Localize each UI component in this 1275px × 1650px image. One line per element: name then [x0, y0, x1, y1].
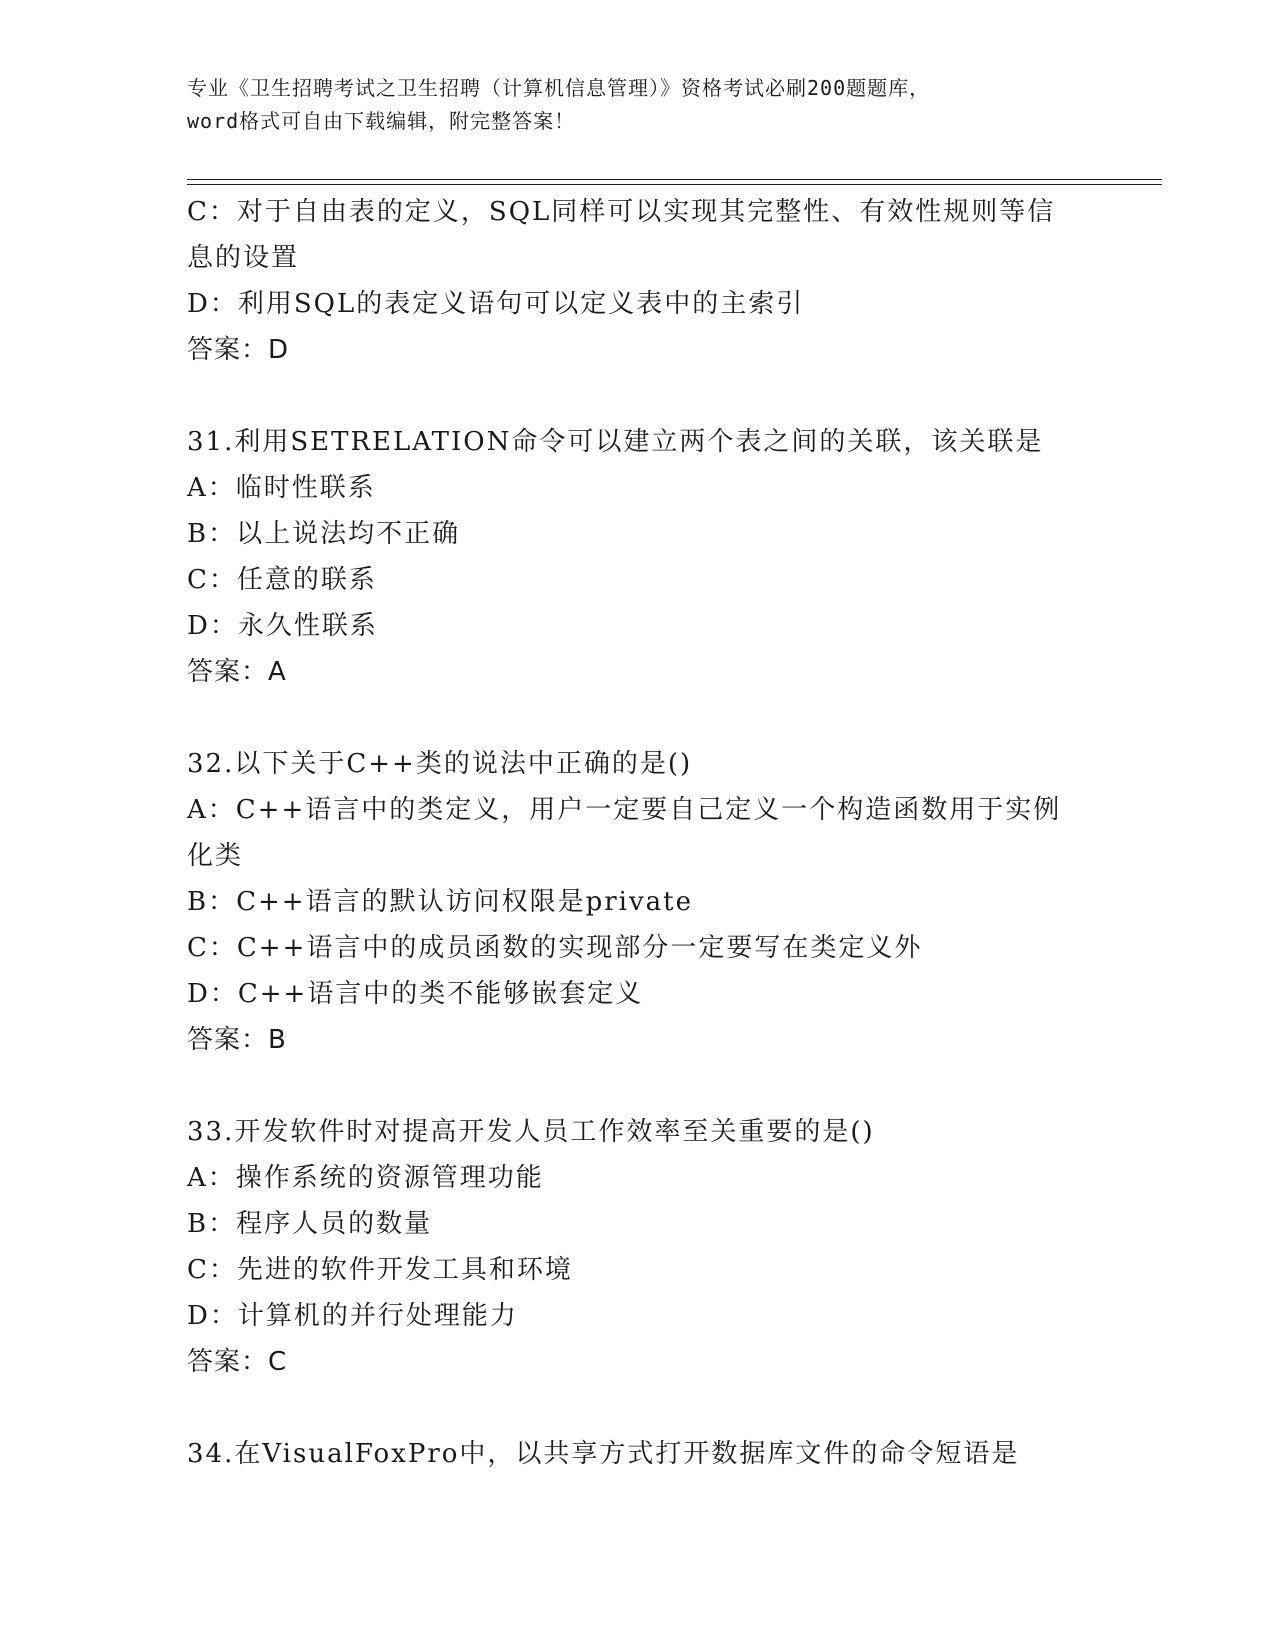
option-d: D：计算机的并行处理能力 [187, 1301, 518, 1331]
answer-line: 答案：A [187, 657, 287, 687]
header-line-2: word格式可自由下载编辑，附完整答案！ [187, 109, 576, 133]
option-c: C：先进的软件开发工具和环境 [187, 1255, 573, 1285]
option-c-continuation: 息的设置 [187, 243, 300, 273]
option-a-continuation: 化类 [187, 841, 244, 871]
document-header [187, 72, 1087, 138]
option-b: B：以上说法均不正确 [187, 519, 461, 549]
header-divider-bottom [187, 184, 1162, 185]
header-divider-top [187, 179, 1162, 180]
option-d: D：永久性联系 [187, 611, 378, 641]
option-c: C：C++语言中的成员函数的实现部分一定要写在类定义外 [187, 933, 923, 963]
option-a: A：操作系统的资源管理功能 [187, 1163, 544, 1193]
option-a: A：临时性联系 [187, 473, 376, 503]
question-stem: 31.利用SETRELATION命令可以建立两个表之间的关联，该关联是 [187, 427, 1044, 457]
option-b: B：程序人员的数量 [187, 1209, 433, 1239]
answer-line: 答案：D [187, 335, 290, 365]
question-stem: 34.在VisualFoxPro中，以共享方式打开数据库文件的命令短语是 [187, 1439, 1020, 1469]
option-b: B：C++语言的默认访问权限是private [187, 887, 693, 917]
option-c: C：任意的联系 [187, 565, 377, 595]
question-list [187, 189, 1087, 1477]
answer-line: 答案：C [187, 1347, 288, 1377]
answer-line: 答案：B [187, 1025, 287, 1055]
question-stem: 32.以下关于C++类的说法中正确的是() [187, 749, 693, 779]
option-d: D：利用SQL的表定义语句可以定义表中的主索引 [187, 289, 805, 319]
option-c: C：对于自由表的定义，SQL同样可以实现其完整性、有效性规则等信 [187, 197, 1056, 227]
option-a: A：C++语言中的类定义，用户一定要自己定义一个构造函数用于实例 [187, 795, 1062, 825]
question-stem: 33.开发软件时对提高开发人员工作效率至关重要的是() [187, 1117, 875, 1147]
option-d: D：C++语言中的类不能够嵌套定义 [187, 979, 644, 1009]
header-line-1: 专业《卫生招聘考试之卫生招聘（计算机信息管理）》资格考试必刷200题题库， [187, 76, 931, 100]
